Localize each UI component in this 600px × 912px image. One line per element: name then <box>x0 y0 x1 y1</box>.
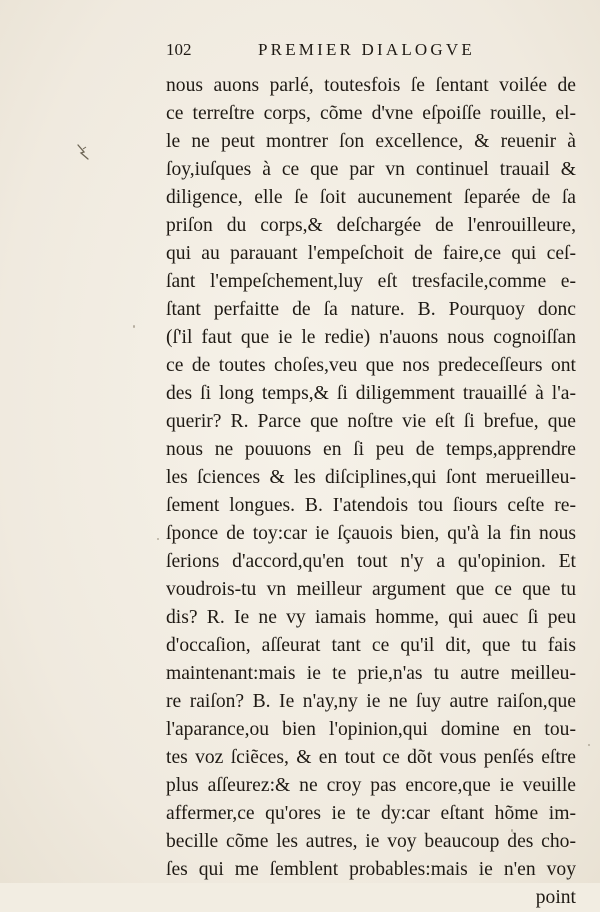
catchword: point <box>535 887 576 908</box>
text-line: diligence, elle ſe ſoit aucunement ſeparée de ſa <box>166 187 576 208</box>
paper-speck <box>133 325 135 328</box>
text-line: d'occaſion, aſſeurat tant ce qu'il dit, que tu fais <box>166 635 576 656</box>
body-text <box>166 72 576 912</box>
text-line: ſponce de toy:car ie ſçauois bien, qu'à la fin nous <box>166 523 576 544</box>
text-line: priſon du corps,& deſchargée de l'enrouilleure, <box>166 215 576 236</box>
text-line: le ne peut montrer ſon excellence, & reuenir à <box>166 131 576 152</box>
text-line: tes voz ſciẽces, & en tout ce dõt vous penſés eſtre <box>166 747 576 768</box>
text-line: nous auons parlé, toutesfois ſe ſentant voilée de <box>166 75 576 96</box>
text-line: nous ne pouuons en ſi peu de temps,apprendre <box>166 439 576 460</box>
text-line: ſoy,iuſques à ce que par vn continuel trauail & <box>166 159 576 180</box>
text-line: des ſi long temps,& ſi diligemment trauaillé à l'a- <box>166 383 576 404</box>
text-line: voudrois-tu vn meilleur argument que ce que tu <box>166 579 576 600</box>
text-line: ſant l'empeſchement,luy eſt tresfacile,comme e- <box>166 271 576 292</box>
text-line: qui au parauant l'empeſchoit de faire,ce qui ceſ- <box>166 243 576 264</box>
text-line: ce de toutes choſes,veu que nos predeceſſeurs ont <box>166 355 576 376</box>
text-line: ſement longues. B. I'atendois tou ſiours ceſte re- <box>166 495 576 516</box>
text-line: ſtant perfaitte de ſa nature. B. Pourquoy donc <box>166 299 576 320</box>
text-line: ſes qui me ſemblent probables:mais ie n'en voy <box>166 859 576 880</box>
paper-speck <box>157 538 159 540</box>
page-header <box>166 40 574 66</box>
running-title: PREMIER DIALOGVE <box>258 40 475 59</box>
text-line: (ſ'il faut que ie le redie) n'auons nous cognoiſſan <box>166 327 576 348</box>
margin-ink-mark <box>76 143 90 161</box>
text-line: dis? R. Ie ne vy iamais homme, qui auec ſi peu <box>166 607 576 628</box>
text-line: maintenant:mais ie te prie,n'as tu autre meilleu- <box>166 663 576 684</box>
text-line: becille cõme les autres, ie voy beaucoup des cho- <box>166 831 576 852</box>
text-line: ce terreſtre corps, cõme d'vne eſpoiſſe rouille, el- <box>166 103 576 124</box>
paper-speck <box>588 744 590 746</box>
text-line: querir? R. Parce que noſtre vie eſt ſi brefue, que <box>166 411 576 432</box>
text-line: re raiſon? B. Ie n'ay,ny ie ne ſuy autre raiſon,que <box>166 691 576 712</box>
text-line: ſerions d'accord,qu'en tout n'y a qu'opinion. Et <box>166 551 576 572</box>
folio-number: 102 <box>166 40 192 59</box>
text-line: l'aparance,ou bien l'opinion,qui domine en tou- <box>166 719 576 740</box>
text-line: plus aſſeurez:& ne croy pas encore,que ie veuille <box>166 775 576 796</box>
text-line: les ſciences & les diſciplines,qui ſont merueilleu- <box>166 467 576 488</box>
text-line: affermer,ce qu'ores ie te dy:car eſtant hõme im- <box>166 803 576 824</box>
